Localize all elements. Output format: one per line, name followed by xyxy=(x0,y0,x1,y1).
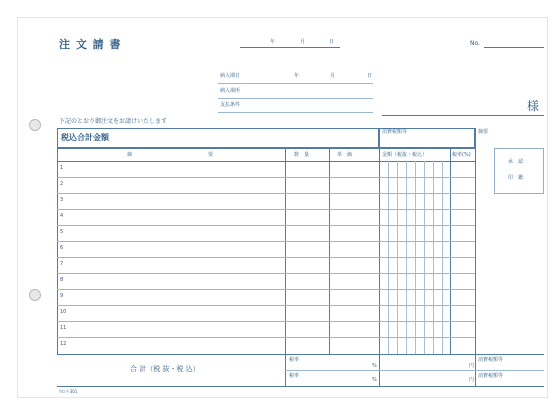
col-header-unit-price: 単 価 xyxy=(337,152,353,158)
col-header-item-left: 摘 xyxy=(127,152,133,158)
footer-yen-1: 円 xyxy=(469,363,475,369)
payment-terms-line xyxy=(218,112,373,113)
footer-tax-label-1: 消費税額等 xyxy=(478,357,504,363)
stamp-seal-label: 印 鑑 xyxy=(508,175,524,181)
total-amount-label: 税込合計金額 xyxy=(61,133,109,142)
row-number: 11 xyxy=(60,325,67,331)
header-date-year: 年 xyxy=(270,39,276,45)
stamp-box xyxy=(494,148,544,194)
form-sheet xyxy=(17,17,548,398)
row-line xyxy=(57,193,475,194)
footer-percent-1: % xyxy=(372,363,377,369)
table-right-border xyxy=(475,128,476,386)
row-line xyxy=(57,241,475,242)
punch-hole-bottom xyxy=(29,289,41,301)
header-date-day: 日 xyxy=(329,39,335,45)
footer-percent-2: % xyxy=(372,377,377,383)
remarks-label: 摘要 xyxy=(478,129,489,135)
delivery-date-month: 月 xyxy=(330,73,336,79)
recipient-line xyxy=(382,115,544,116)
row-number: 3 xyxy=(60,197,64,203)
row-line xyxy=(57,337,475,338)
form-title: 注 文 請 書 xyxy=(59,38,122,51)
row-line xyxy=(57,177,475,178)
row-number: 1 xyxy=(60,165,64,171)
delivery-date-label: 納入期日 xyxy=(220,73,241,79)
row-number: 5 xyxy=(60,229,64,235)
row-number: 2 xyxy=(60,181,64,187)
payment-terms-label: 支払条件 xyxy=(220,102,241,108)
col-divider-qty xyxy=(285,148,286,354)
punch-hole-top xyxy=(29,119,41,131)
intro-text: 下記のとおり御注文をお請けいたします xyxy=(59,118,168,125)
row-line xyxy=(57,209,475,210)
row-number: 4 xyxy=(60,213,64,219)
delivery-place-label: 納入場所 xyxy=(220,88,241,94)
form-code: ｸﾖｺ ｳ-301 xyxy=(59,389,78,394)
footer-mid-line xyxy=(285,370,379,371)
header-date-line xyxy=(240,47,340,48)
table-left-border xyxy=(57,148,58,354)
delivery-place-line xyxy=(218,98,373,99)
row-line xyxy=(57,273,475,274)
row-line xyxy=(57,225,475,226)
col-header-qty: 数 量 xyxy=(294,152,310,158)
stamp-approval-label: 承 認 xyxy=(508,159,524,165)
row-number: 6 xyxy=(60,245,64,251)
row-number: 8 xyxy=(60,277,64,283)
header-date-month: 月 xyxy=(300,39,306,45)
table-header-bottom-border xyxy=(57,161,475,162)
row-number: 12 xyxy=(60,341,67,347)
table-bottom-border xyxy=(57,354,544,355)
sum-label: 合 計（税 抜・税 込） xyxy=(130,365,200,373)
col-divider-tax-rate xyxy=(450,148,451,354)
number-line xyxy=(484,47,544,48)
footer-rate-label-2: 税率 xyxy=(289,373,300,379)
recipient-suffix: 様 xyxy=(527,99,540,113)
row-line xyxy=(57,305,475,306)
table-top-border xyxy=(57,148,475,149)
row-line xyxy=(57,257,475,258)
footer-rate-label-1: 税率 xyxy=(289,357,300,363)
col-divider-unit-price xyxy=(329,148,330,354)
row-line xyxy=(57,321,475,322)
tax-amount-label: 消費税額等 xyxy=(382,129,408,135)
col-header-tax-rate: 税率(%) xyxy=(452,152,471,158)
footer-bottom-line xyxy=(57,386,544,387)
footer-tax-label-2: 消費税額等 xyxy=(478,373,504,379)
row-line xyxy=(57,289,475,290)
col-header-item-right: 要 xyxy=(208,152,214,158)
row-number: 7 xyxy=(60,261,64,267)
row-number: 10 xyxy=(60,309,67,315)
delivery-date-line xyxy=(218,83,373,84)
footer-right-mid-line xyxy=(379,370,544,371)
delivery-date-day: 日 xyxy=(367,73,373,79)
footer-yen-2: 円 xyxy=(469,377,475,383)
col-header-amount: 金額（税抜・税込） xyxy=(382,152,428,158)
row-number: 9 xyxy=(60,293,64,299)
delivery-date-year: 年 xyxy=(294,73,300,79)
number-label: No. xyxy=(470,40,480,47)
